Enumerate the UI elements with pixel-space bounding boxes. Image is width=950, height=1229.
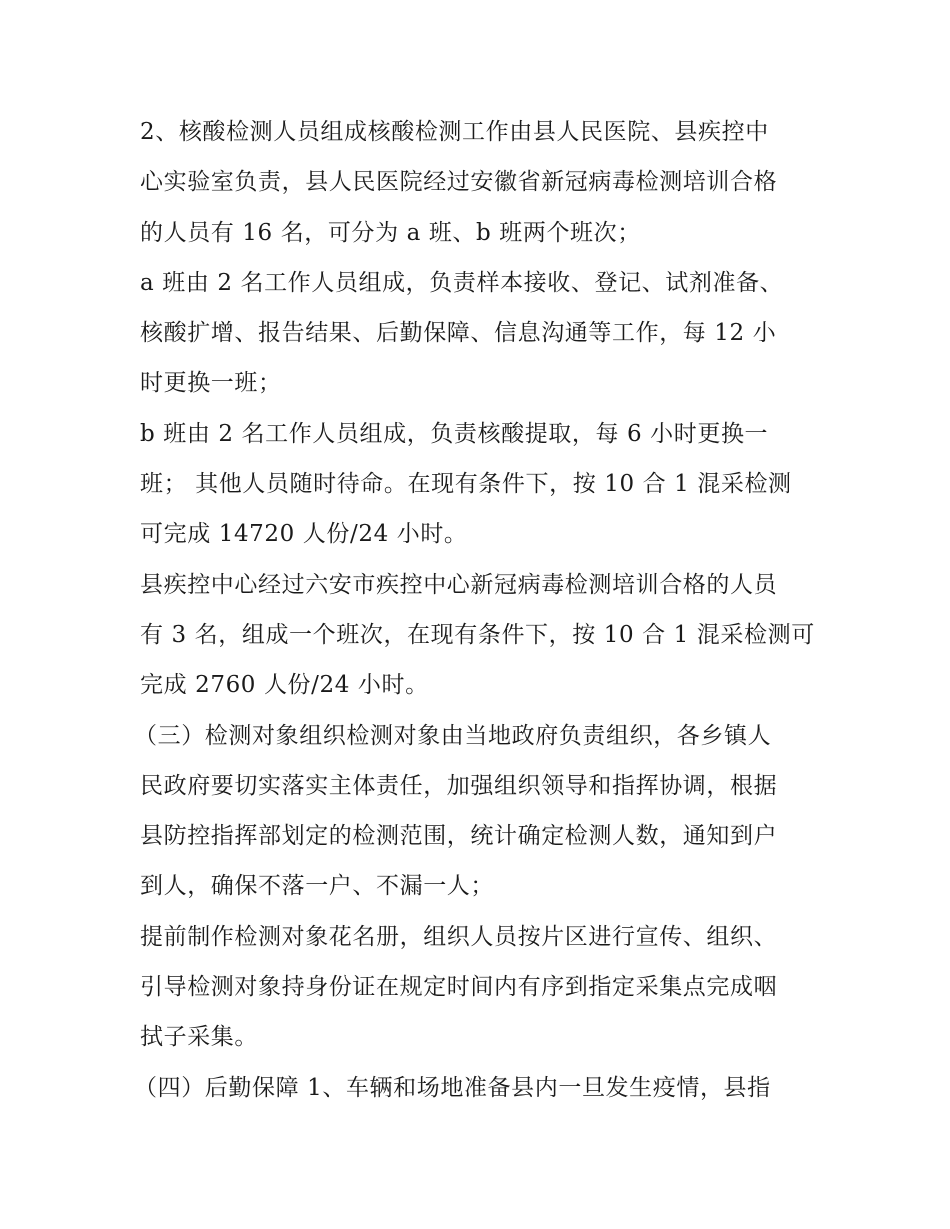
text-line-16: 到人，确保不落一户、不漏一人；	[140, 873, 494, 900]
text-line-8: 班； 其他人员随时待命。在现有条件下，按 10 合 1 混采检测	[140, 471, 792, 498]
text-line-3: 的人员有 16 名，可分为 a 班、b 班两个班次；	[140, 219, 641, 246]
section-heading-4: （四）后勤保障 1、车辆和场地准备县内一旦发生疫情，县指	[134, 1074, 771, 1101]
text-line-9: 可完成 14720 人份/24 小时。	[140, 521, 468, 548]
document-body	[134, 107, 820, 1113]
text-line-19: 拭子采集。	[140, 1024, 258, 1051]
text-line-12: 完成 2760 人份/24 小时。	[140, 672, 429, 699]
text-line-10: 县疾控中心经过六安市疾控中心新冠病毒检测培训合格的人员	[140, 571, 778, 598]
text-line-15: 县防控指挥部划定的检测范围，统计确定检测人数，通知到户	[140, 823, 778, 850]
text-line-18: 引导检测对象持身份证在规定时间内有序到指定采集点完成咽	[140, 974, 778, 1001]
section-heading-3: （三）检测对象组织检测对象由当地政府负责组织，各乡镇人	[134, 722, 772, 749]
text-line-7: b 班由 2 名工作人员组成，负责核酸提取，每 6 小时更换一	[140, 420, 769, 447]
text-line-1: 2、核酸检测人员组成核酸检测工作由县人民医院、县疾控中	[140, 119, 769, 145]
text-line-14: 民政府要切实落实主体责任，加强组织领导和指挥协调，根据	[140, 772, 778, 799]
text-line-4: a 班由 2 名工作人员组成，负责样本接收、登记、试剂准备、	[140, 269, 784, 296]
text-line-17: 提前制作检测对象花名册，组织人员按片区进行宣传、组织、	[140, 923, 778, 950]
text-line-11: 有 3 名，组成一个班次，在现有条件下，按 10 合 1 混采检测可	[140, 621, 815, 648]
text-line-2: 心实验室负责，县人民医院经过安徽省新冠病毒检测培训合格	[140, 169, 778, 196]
text-line-5: 核酸扩增、报告结果、后勤保障、信息沟通等工作，每 12 小	[140, 320, 777, 347]
text-line-6: 时更换一班；	[140, 370, 282, 397]
